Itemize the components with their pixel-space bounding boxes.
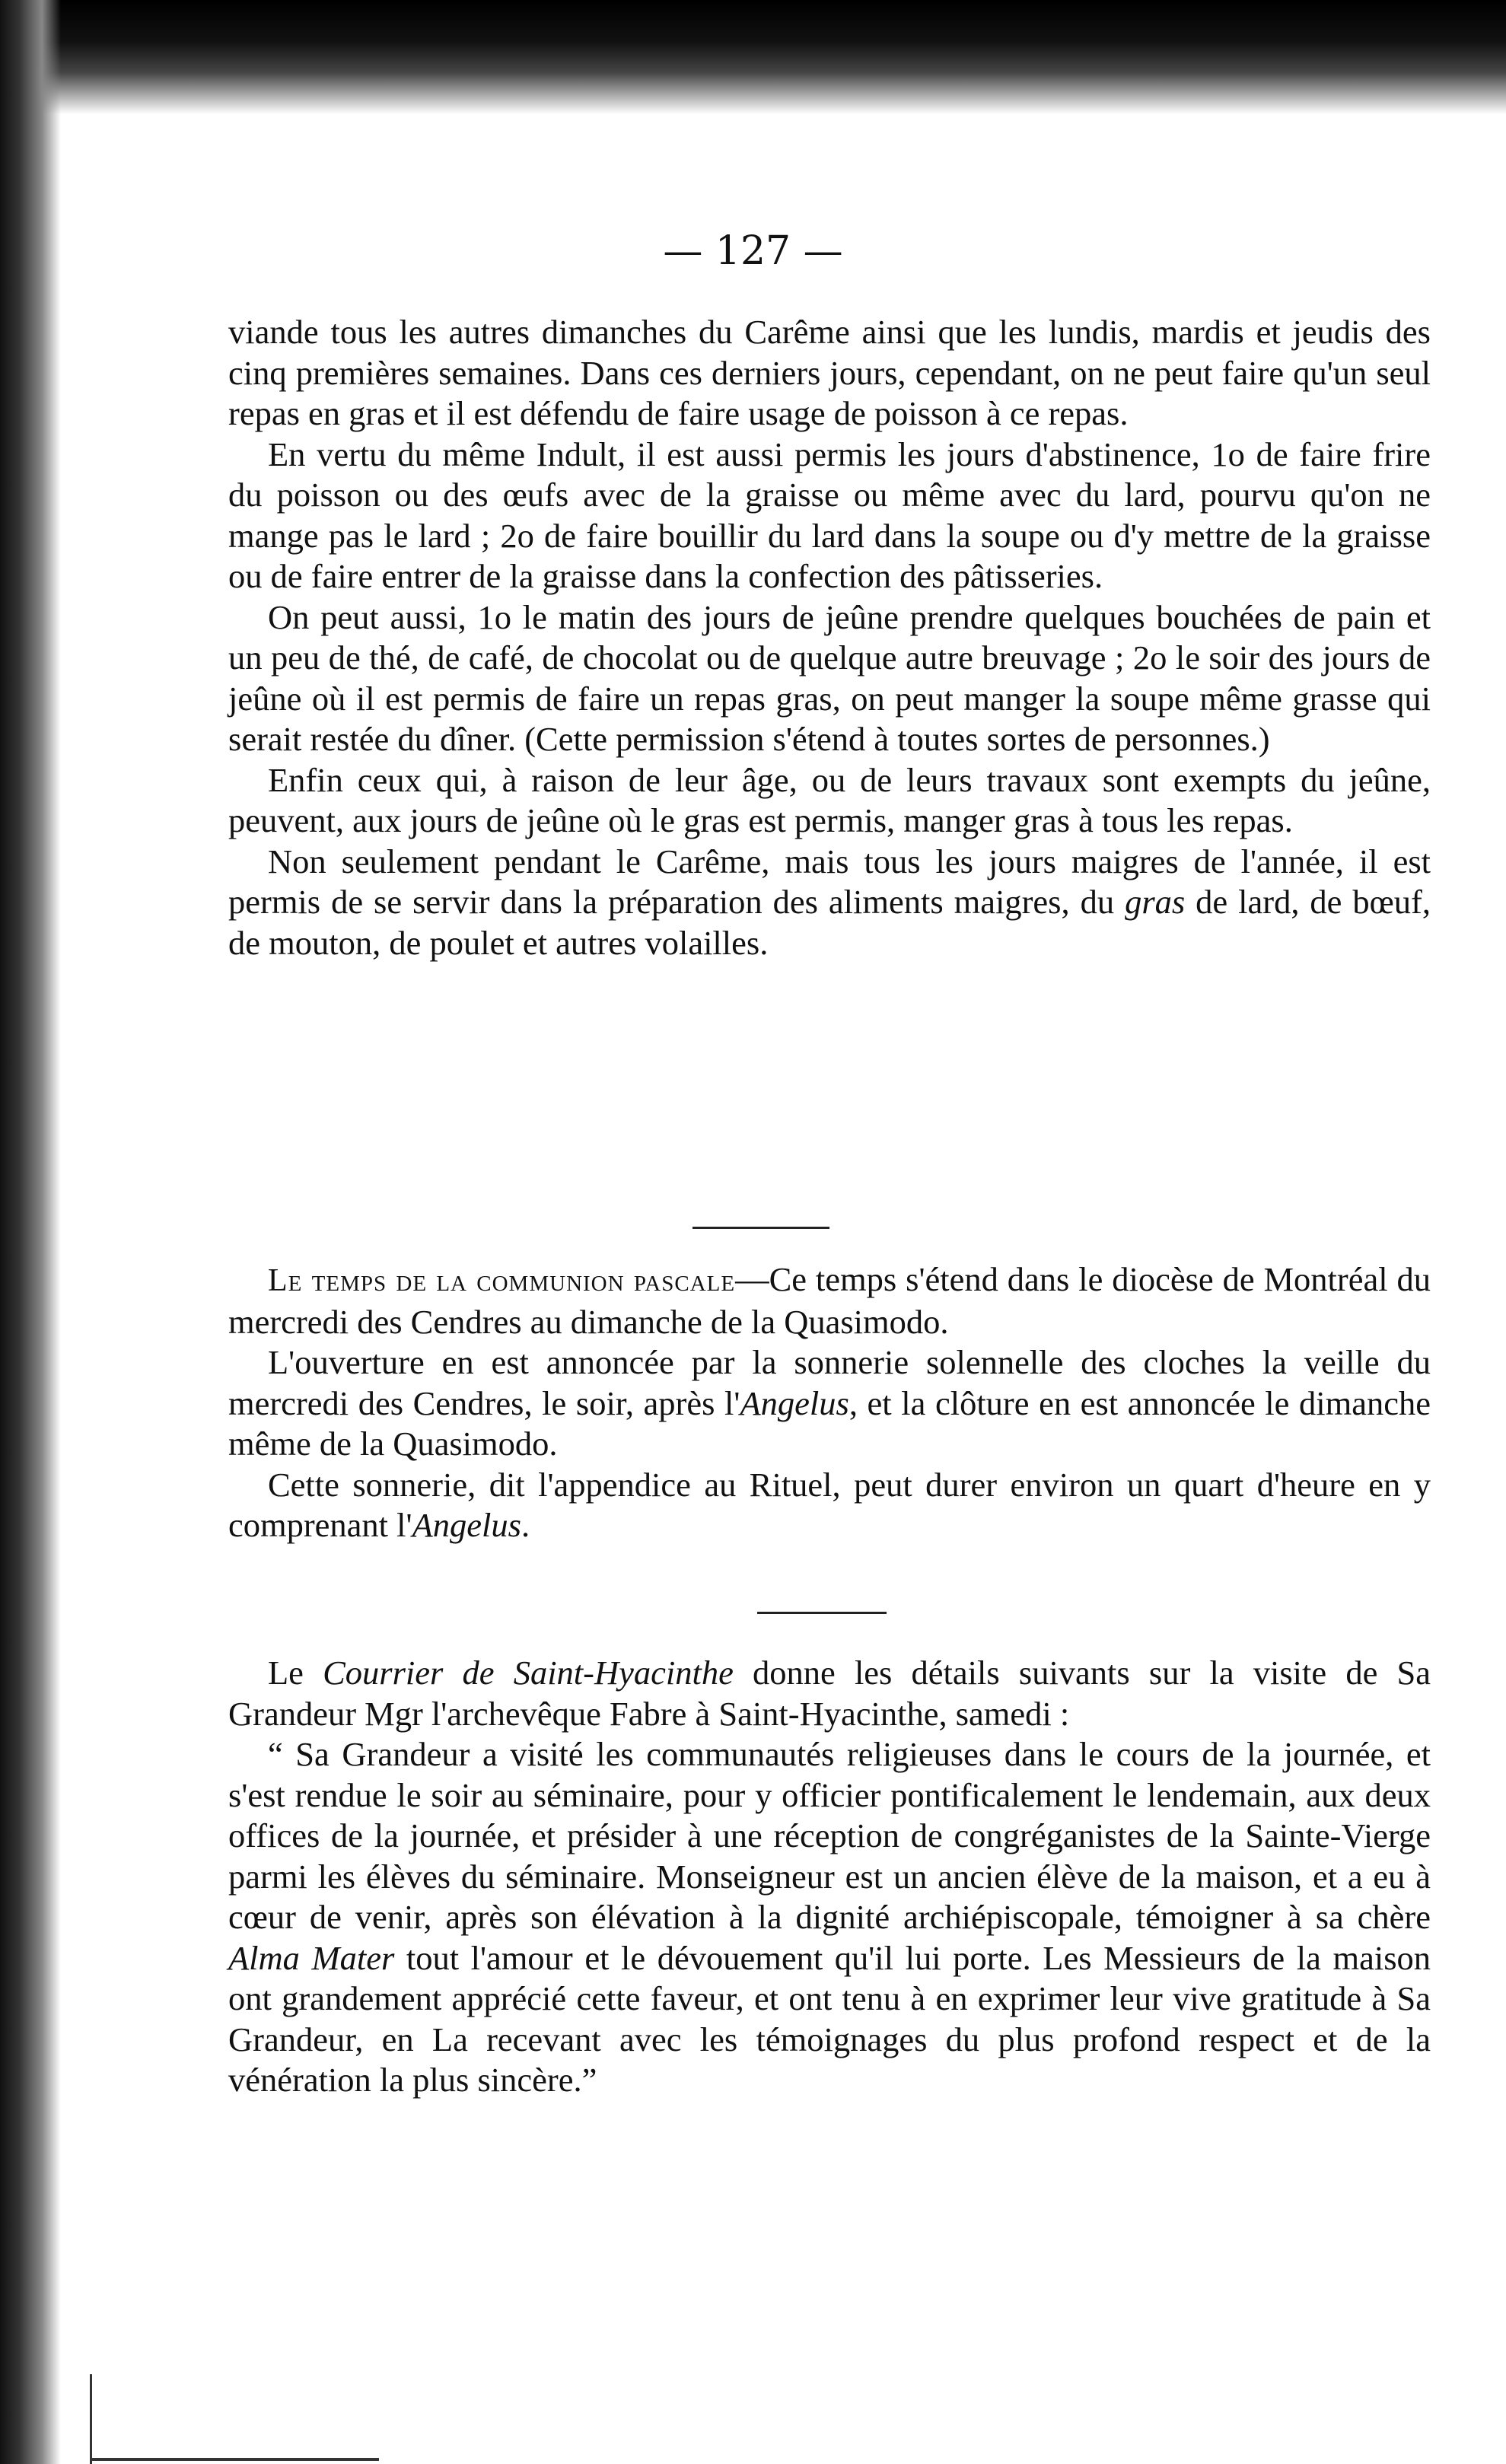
- paragraph: viande tous les autres dimanches du Carême ainsi que les lundis, mardis et jeudis des cinq premières semaines. Dans ces derniers jours, cependant, on ne peut faire qu'un seul repas en gras et il est défendu de faire usage de poisson à ce repas.: [228, 313, 1431, 432]
- paragraph-text: Cette sonnerie, dit l'appendice au Rituel, peut durer environ un quart d'heure en y comprenant l': [228, 1465, 1431, 1544]
- paragraph: Enfin ceux qui, à raison de leur âge, ou de leurs travaux sont exempts du jeûne, peuvent, aux jours de jeûne où le gras est permis, manger gras à tous les repas.: [228, 760, 1431, 839]
- paragraph: On peut aussi, 1o le matin des jours de jeûne prendre quelques bouchées de pain et un peu de thé, de café, de chocolat ou de quelque autre breuvage ; 2o le soir des jours de jeûne où il est permis de faire un repas gras, on peut manger la soupe même grasse qui serait restée du dîner. (Cette permission s'étend à toutes sortes de personnes.): [228, 597, 1431, 758]
- scan-top-shadow: [0, 0, 1506, 114]
- italic-term: Alma Mater: [228, 1938, 395, 1977]
- scan-bottom-edge: [90, 2458, 379, 2461]
- italic-term: gras: [1125, 883, 1186, 921]
- paragraph: [228, 1259, 1431, 1342]
- section-easter-communion: [228, 1259, 1431, 1546]
- paragraph: [228, 1734, 1431, 2101]
- scan-binding-shadow: [0, 0, 61, 2464]
- paragraph-text: de lard, de bœuf, de mouton, de poulet et autres volailles.: [228, 883, 1431, 962]
- paragraph: En vertu du même Indult, il est aussi permis les jours d'abstinence, 1o de faire frire du poisson ou des œufs avec de la graisse ou même avec du lard, pourvu qu'on ne mange pas le lard ; 2o de faire bouillir du lard dans la soupe ou d'y mettre de la graisse ou de faire entrer de la graisse dans la confection des pâtisseries.: [228, 435, 1431, 595]
- paragraph: [228, 1653, 1431, 1734]
- page-number: — 127 —: [663, 228, 843, 274]
- section-divider: [757, 1612, 887, 1614]
- paragraph-text: donne les détails suivants sur la visite de Sa Grandeur Mgr l'archevêque Fabre à Saint-Hyacinthe, samedi :: [228, 1654, 1431, 1733]
- paragraph: [228, 1342, 1431, 1465]
- paragraph-text: .: [521, 1506, 530, 1544]
- paragraph-text: Le: [268, 1654, 323, 1692]
- section-divider: [693, 1227, 829, 1229]
- italic-term: Angelus: [412, 1506, 521, 1544]
- paragraph-text: “ Sa Grandeur a visité les communautés religieuses dans le cours de la journée, et s'est rendue le soir au séminaire, pour y officier pontificalement le lendemain, aux deux offices de la journée, et présider à une réception de congréganistes de la Sainte-Vierge parmi les élèves du séminaire. Monseigneur est un ancien élève de la maison, et a eu à cœur de venir, après son élévation à la dignité archiépiscopale, témoigner à sa chère: [228, 1735, 1431, 1936]
- paragraph-text: tout l'amour et le dévouement qu'il lui porte. Les Messieurs de la maison ont grandement apprécié cette faveur, et ont tenu à en exprimer leur vive gratitude à Sa Grandeur, en La recevant avec les témoignages du plus profond respect et de la vénération la plus sincère.”: [228, 1938, 1431, 2099]
- paragraph-text: L'ouverture en est annoncée par la sonnerie solennelle des cloches la veille du mercredi des Cendres, le soir, après l': [228, 1343, 1431, 1422]
- italic-term: Angelus: [740, 1383, 849, 1422]
- scan-edge-line: [90, 2374, 92, 2464]
- paragraph: [228, 1465, 1431, 1546]
- section-lent-rules: [228, 312, 1431, 963]
- paragraph-text: —Ce temps s'étend dans le diocèse de Montréal du mercredi des Cendres au dimanche de la Quasimodo.: [228, 1260, 1431, 1341]
- italic-term: Courrier de Saint-Hyacinthe: [323, 1654, 734, 1692]
- paragraph-text: , et la clôture en est annoncée le dimanche même de la Quasimodo.: [228, 1383, 1431, 1463]
- section-archbishop-visit: [228, 1653, 1431, 2101]
- paragraph-text: Non seulement pendant le Carême, mais tous les jours maigres de l'année, il est permis de se servir dans la préparation des aliments maigres, du: [228, 842, 1431, 921]
- paragraph: [228, 842, 1431, 964]
- section-heading: Le temps de la communion pascale: [268, 1263, 736, 1298]
